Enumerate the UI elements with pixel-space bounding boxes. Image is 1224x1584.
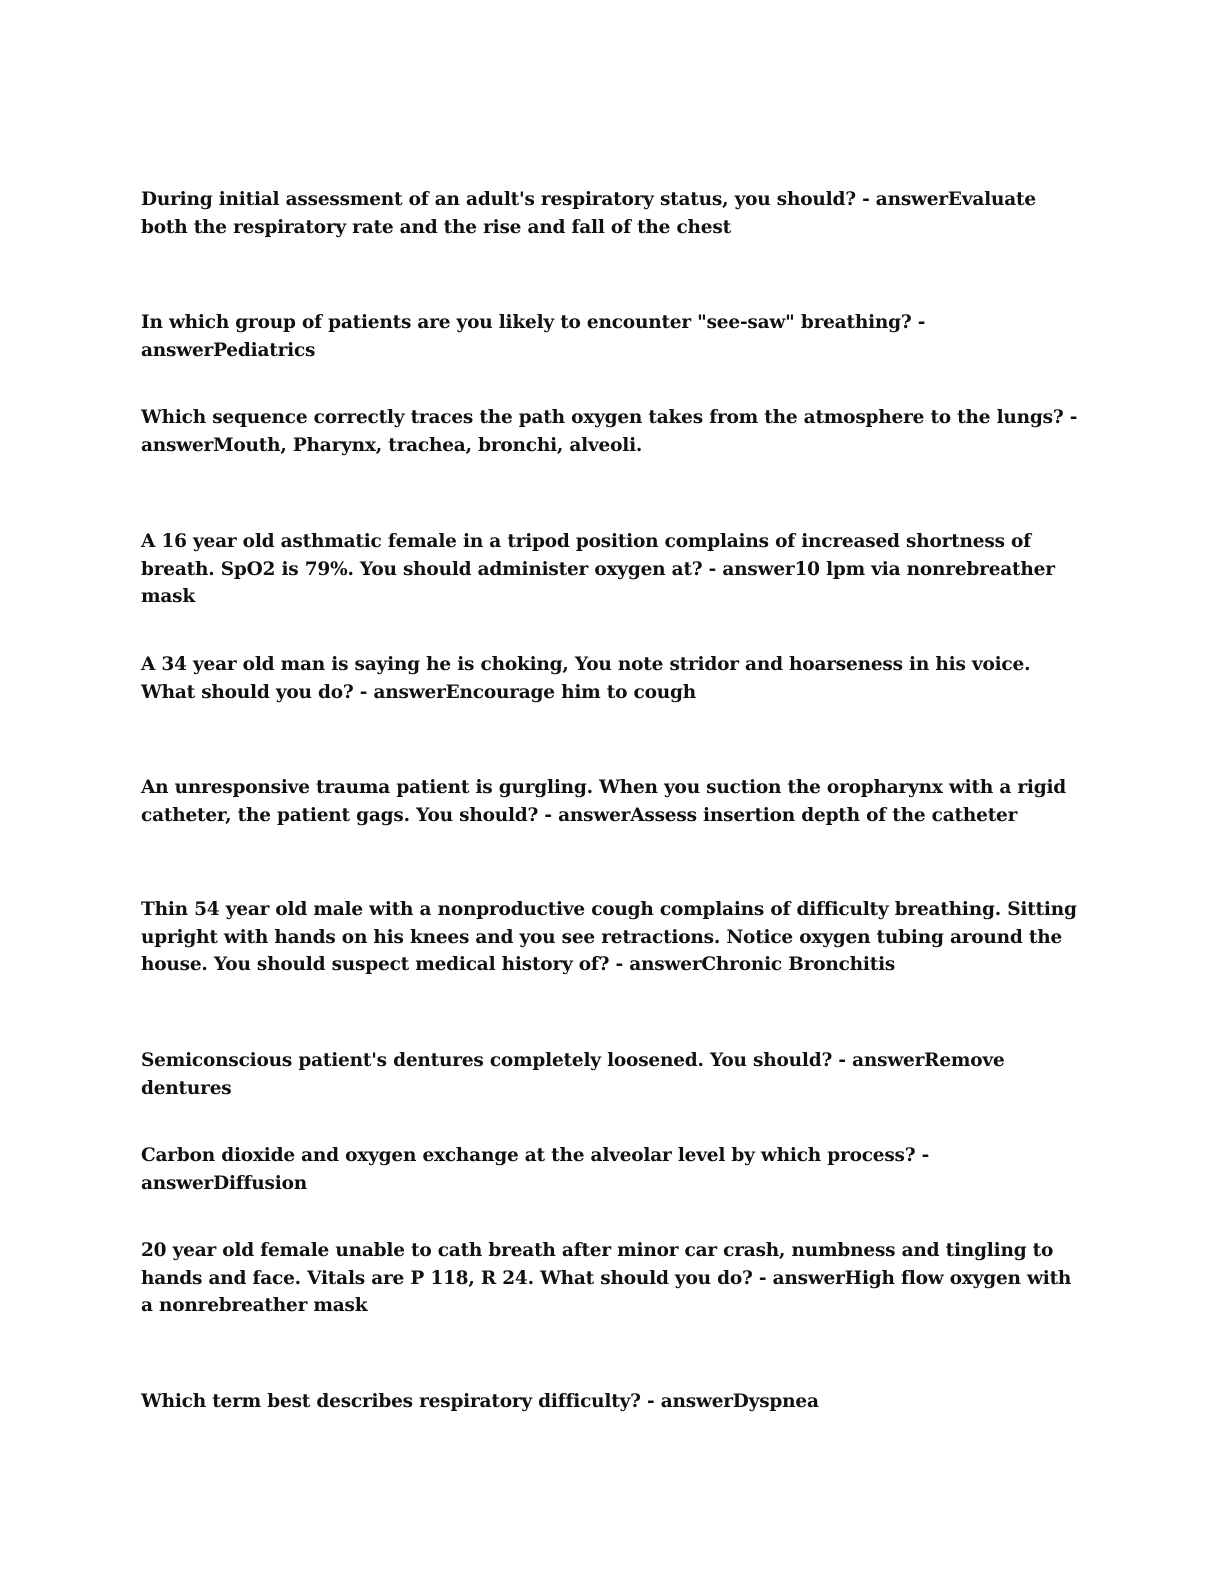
qa-item: Thin 54 year old male with a nonproductive cough complains of difficulty breathing. Sitting upright with hands on his knees and you see retractions. Notice oxygen tubing around the house. You should suspect medical history of? - answerChronic Bronchitis [141,899,1077,975]
qa-item: In which group of patients are you likely to encounter "see-saw" breathing? - answerPediatrics [141,312,926,361]
qa-item: An unresponsive trauma patient is gurgling. When you suction the oropharynx with a rigid catheter, the patient gags. You should? - answerAssess insertion depth of the catheter [141,777,1067,826]
qa-item: A 16 year old asthmatic female in a tripod position complains of increased shortness of breath. SpO2 is 79%. You should administer oxygen at? - answer10 lpm via nonrebreather mask [141,531,1055,607]
qa-item: Which term best describes respiratory difficulty? - answerDyspnea [141,1391,819,1412]
qa-item: A 34 year old man is saying he is choking, You note stridor and hoarseness in his voice. What should you do? - answerEncourage him to cough [141,654,1031,703]
qa-item: Which sequence correctly traces the path oxygen takes from the atmosphere to the lungs? - answerMouth, Pharynx, trachea, bronchi, alveoli. [141,407,1078,456]
qa-item: During initial assessment of an adult's respiratory status, you should? - answerEvaluate both the respiratory rate and the rise and fall of the chest [141,189,1036,238]
qa-item: 20 year old female unable to cath breath after minor car crash, numbness and tingling to hands and face. Vitals are P 118, R 24. What should you do? - answerHigh flow oxygen with a nonrebreather mask [141,1240,1072,1316]
qa-item: Carbon dioxide and oxygen exchange at the alveolar level by which process? - answerDiffusion [141,1145,930,1194]
qa-item: Semiconscious patient's dentures completely loosened. You should? - answerRemove dentures [141,1050,1005,1099]
